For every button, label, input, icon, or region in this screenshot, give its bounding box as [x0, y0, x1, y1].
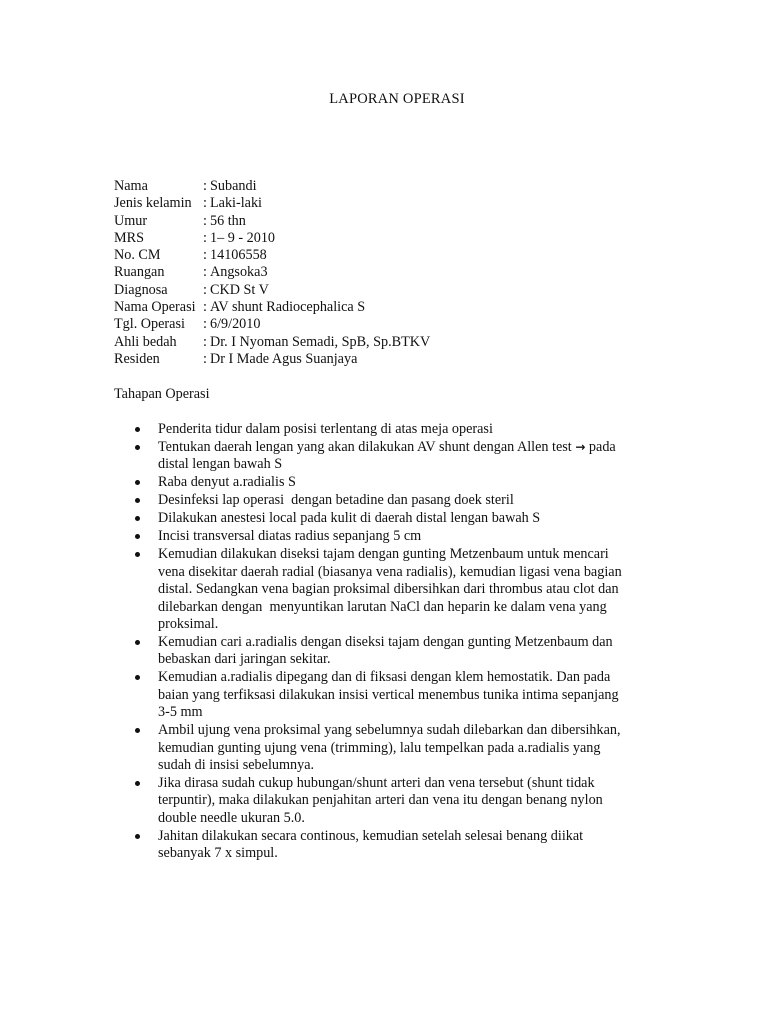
info-value: Dr I Made Agus Suanjaya: [210, 350, 358, 367]
list-item: [114, 722, 674, 774]
info-value: AV shunt Radiocephalica S: [210, 299, 366, 316]
info-separator: :: [203, 281, 207, 298]
bullet-icon: [135, 781, 140, 786]
step-line: Kemudian a.radialis dipegang dan di fiksasi dengan klem hemostatik. Dan pada: [158, 669, 611, 686]
step-line: sudah di insisi sebelumnya.: [158, 757, 315, 774]
bullet-icon: [135, 445, 140, 450]
list-item: [114, 528, 674, 545]
info-label: Umur: [114, 212, 148, 229]
info-value: CKD St V: [210, 281, 269, 298]
step-line: Incisi transversal diatas radius sepanjang 5 cm: [158, 528, 422, 545]
title-text: LAPORAN OPERASI: [329, 91, 465, 107]
step-line: Kemudian dilakukan diseksi tajam dengan gunting Metzenbaum untuk mencari: [158, 546, 609, 563]
info-value: 14106558: [210, 247, 267, 264]
info-value: 56 thn: [210, 212, 246, 229]
list-item: [114, 775, 674, 827]
bullet-icon: [135, 728, 140, 733]
step-line: Ambil ujung vena proksimal yang sebelumnya sudah dilebarkan dan dibersihkan,: [158, 722, 621, 739]
info-label: Residen: [114, 350, 160, 367]
step-line: Tentukan daerah lengan yang akan dilakukan AV shunt dengan Allen test: [158, 439, 572, 455]
bullet-icon: [135, 498, 140, 503]
step-line: dilebarkan dengan menyuntikan larutan NaCl dan heparin ke dalam vena yang: [158, 598, 607, 615]
info-separator: :: [203, 264, 207, 281]
step-line: baian yang terfiksasi dilakukan insisi vertical menembus tunika intima sepanjang: [158, 686, 619, 703]
info-label: Tgl. Operasi: [114, 316, 185, 333]
bullet-icon: [135, 552, 140, 557]
list-item: [114, 474, 674, 491]
info-row-mrs: [114, 230, 430, 247]
info-separator: :: [203, 299, 207, 316]
list-item: [114, 546, 674, 633]
step-line: sebanyak 7 x simpul.: [158, 845, 278, 862]
step-line: distal lengan bawah S: [158, 456, 283, 473]
step-line-suffix: pada: [588, 439, 616, 455]
patient-info: [114, 178, 430, 368]
info-value: 6/9/2010: [210, 316, 261, 333]
info-separator: :: [203, 229, 207, 246]
info-label: Nama Operasi: [114, 299, 196, 316]
step-line: Jika dirasa sudah cukup hubungan/shunt arteri dan vena tersebut (shunt tidak: [158, 775, 595, 792]
info-row-nama: [114, 178, 430, 195]
info-label: Diagnosa: [114, 281, 168, 298]
step-line: kemudian gunting ujung vena (trimming), lalu tempelkan pada a.radialis yang: [158, 739, 601, 756]
info-separator: :: [203, 212, 207, 229]
info-label: Jenis kelamin: [114, 195, 192, 212]
step-line: vena disekitar daerah radial (biasanya vena radialis), kemudian ligasi vena bagian: [158, 563, 622, 580]
step-line: Desinfeksi lap operasi dengan betadine dan pasang doek steril: [158, 492, 514, 509]
step-line: proksimal.: [158, 616, 219, 633]
info-row-diagnosa: [114, 282, 430, 299]
info-row-ahli-bedah: [114, 334, 430, 351]
list-item: [114, 828, 674, 863]
info-row-no-cm: [114, 247, 430, 264]
step-line: Dilakukan anestesi local pada kulit di daerah distal lengan bawah S: [158, 510, 541, 527]
list-item: [114, 510, 674, 527]
info-value: 1– 9 - 2010: [210, 229, 276, 246]
step-line: terpuntir), maka dilakukan penjahitan arteri dan vena itu dengan benang nylon: [158, 792, 603, 809]
info-row-residen: [114, 351, 430, 368]
info-value: Laki-laki: [210, 195, 262, 212]
info-value: Angsoka3: [210, 264, 268, 281]
info-row-ruangan: [114, 264, 430, 281]
step-line: double needle ukuran 5.0.: [158, 809, 305, 826]
info-label: Ahli bedah: [114, 333, 177, 350]
step-line: bebaskan dari jaringan sekitar.: [158, 651, 331, 668]
bullet-icon: [135, 675, 140, 680]
bullet-icon: [135, 534, 140, 539]
info-row-jenis-kelamin: [114, 195, 430, 212]
info-separator: :: [203, 195, 207, 212]
info-row-umur: [114, 213, 430, 230]
step-line: distal. Sedangkan vena bagian proksimal dibersihkan dari thrombus atau clot dan: [158, 581, 619, 598]
info-value: Subandi: [210, 178, 257, 194]
info-separator: :: [203, 350, 207, 367]
section-heading: Tahapan Operasi: [114, 386, 210, 402]
info-label: MRS: [114, 229, 144, 246]
info-separator: :: [203, 178, 207, 194]
step-line: Kemudian cari a.radialis dengan diseksi tajam dengan gunting Metzenbaum dan: [158, 634, 613, 651]
info-row-tgl-operasi: [114, 316, 430, 333]
info-label: No. CM: [114, 247, 161, 264]
info-separator: :: [203, 333, 207, 350]
procedure-steps: [114, 421, 674, 863]
info-label: Ruangan: [114, 264, 165, 281]
bullet-icon: [135, 516, 140, 521]
list-item: [114, 669, 674, 721]
info-separator: :: [203, 316, 207, 333]
list-item: [114, 492, 674, 509]
info-label: Nama: [114, 178, 148, 194]
bullet-icon: [135, 834, 140, 839]
step-line: Raba denyut a.radialis S: [158, 474, 296, 491]
info-row-nama-operasi: [114, 299, 430, 316]
info-separator: :: [203, 247, 207, 264]
step-line: 3-5 mm: [158, 704, 203, 721]
step-line: Jahitan dilakukan secara continous, kemudian setelah selesai benang diikat: [158, 827, 584, 844]
info-value: Dr. I Nyoman Semadi, SpB, Sp.BTKV: [210, 333, 431, 350]
step-line: Penderita tidur dalam posisi terlentang di atas meja operasi: [158, 421, 493, 437]
bullet-icon: [135, 640, 140, 645]
list-item: [114, 439, 674, 474]
page-title: [0, 91, 768, 108]
bullet-icon: [135, 427, 140, 432]
right-arrow-icon: →: [575, 440, 586, 454]
list-item: [114, 421, 674, 438]
bullet-icon: [135, 480, 140, 485]
list-item: [114, 634, 674, 669]
